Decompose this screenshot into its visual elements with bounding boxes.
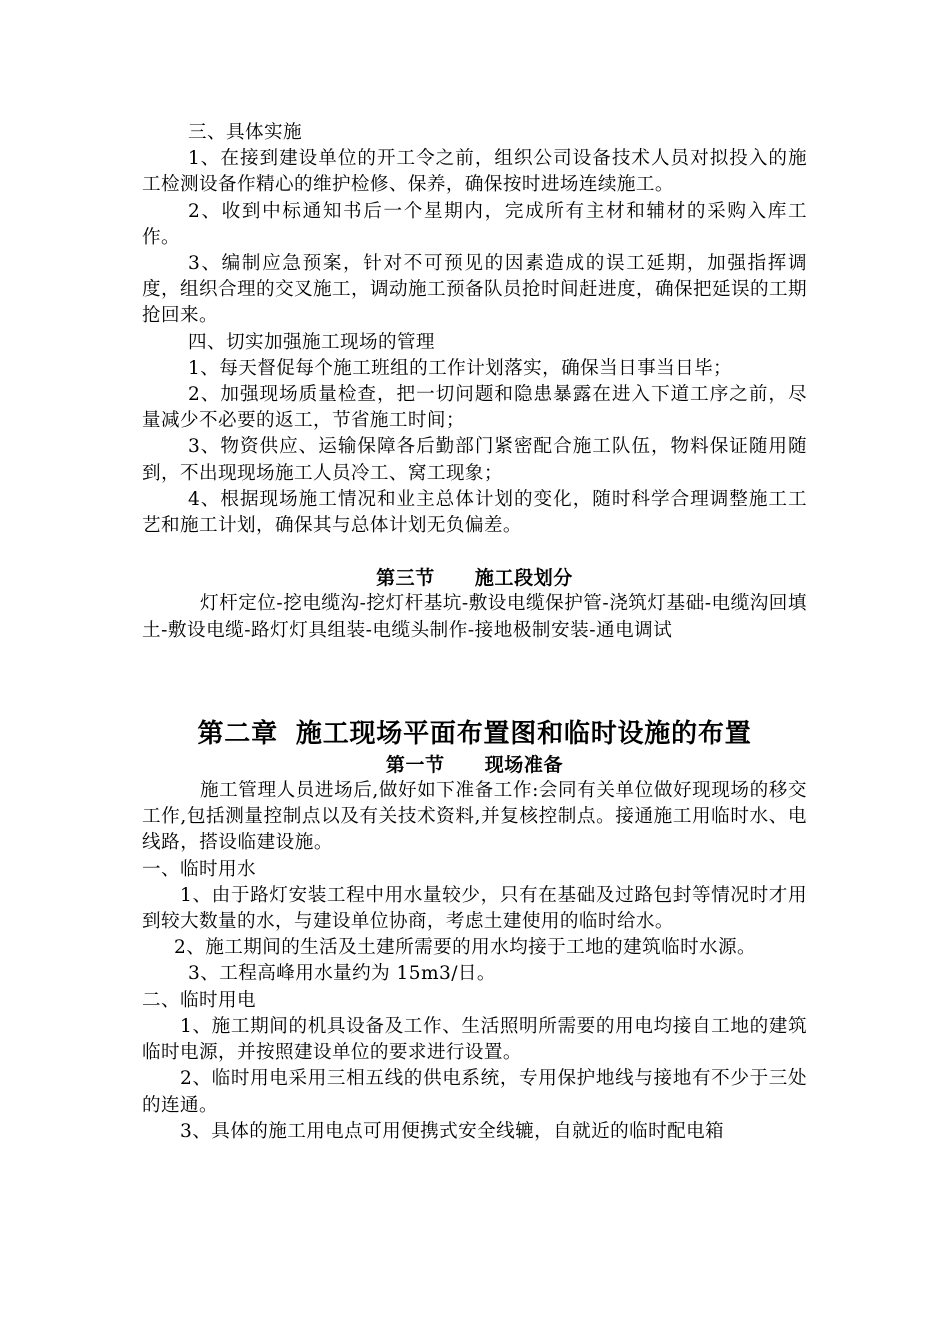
heading-temporary-power: 二、临时用电 [142,989,256,1011]
construction-sequence: 灯杆定位-挖电缆沟-挖灯杆基坑-敷设电缆保护管-浇筑灯基础-电缆沟回填土-敷设电缆-路灯灯具组装-电缆头制作-接地极制安装-通电调试 [142,593,807,641]
section-1-name: 现场准备 [484,753,564,776]
chapter-2-title [142,716,807,752]
heading-specific-implementation: 三、具体实施 [188,122,302,143]
implementation-item-1: 1、在接到建设单位的开工令之前，组织公司设备技术人员对拟投入的施工检测设备作精心的维护检修、保养，确保按时进场连续施工。 [142,148,807,196]
document-page [142,120,807,1145]
section-3-name: 施工段划分 [474,567,573,590]
power-item-3: 3、具体的施工用电点可用便携式安全线辘，自就近的临时配电箱 [180,1120,725,1142]
water-item-1: 1、由于路灯安装工程中用水量较少，只有在基础及过路包封等情况时才用到较大数量的水，与建设单位协商，考虑土建使用的临时给水。 [142,884,807,933]
implementation-item-2: 2、收到中标通知书后一个星期内，完成所有主材和辅材的采购入库工作。 [142,200,807,248]
site-prep-intro: 施工管理人员进场后,做好如下准备工作:会同有关单位做好现现场的移交工作,包括测量控制点以及有关技术资料,并复核控制点。接通施工用临时水、电线路，搭设临建设施。 [142,780,807,854]
section-3-label: 第三节 [376,567,435,590]
section-1-label: 第一节 [385,753,445,776]
management-item-3: 3、物资供应、运输保障各后勤部门紧密配合施工队伍，物料保证随用随到，不出现现场施工人员冷工、窝工现象； [142,436,807,484]
water-item-3: 3、工程高峰用水量约为 15m3/日。 [188,963,496,985]
chapter-2-label: 第二章 [197,718,278,749]
section-3-title [142,565,807,591]
implementation-item-3: 3、编制应急预案，针对不可预见的因素造成的误工延期，加强指挥调度，组织合理的交叉施工，调动施工预备队员抢时间赶进度，确保把延误的工期抢回来。 [142,253,807,327]
power-item-2: 2、临时用电采用三相五线的供电系统，专用保护地线与接地有不少于三处的连通。 [142,1068,807,1116]
heading-temporary-water: 一、临时用水 [142,858,256,880]
management-item-4: 4、根据现场施工情况和业主总体计划的变化，随时科学合理调整施工工艺和施工计划，确保其与总体计划无负偏差。 [142,488,807,537]
chapter-2-name: 施工现场平面布置图和临时设施的布置 [295,718,752,749]
management-item-1: 1、每天督促每个施工班组的工作计划落实，确保当日事当日毕； [188,357,733,379]
management-item-2: 2、加强现场质量检查，把一切问题和隐患暴露在进入下道工序之前，尽量减少不必要的返工，节省施工时间； [142,384,807,432]
heading-site-management: 四、切实加强施工现场的管理 [188,331,435,353]
section-1-title [142,752,807,778]
water-item-2: 2、施工期间的生活及土建所需要的用水均接于工地的建筑临时水源。 [174,937,757,959]
power-item-1: 1、施工期间的机具设备及工作、生活照明所需要的用电均接自工地的建筑临时电源，并按照建设单位的要求进行设置。 [142,1015,807,1064]
